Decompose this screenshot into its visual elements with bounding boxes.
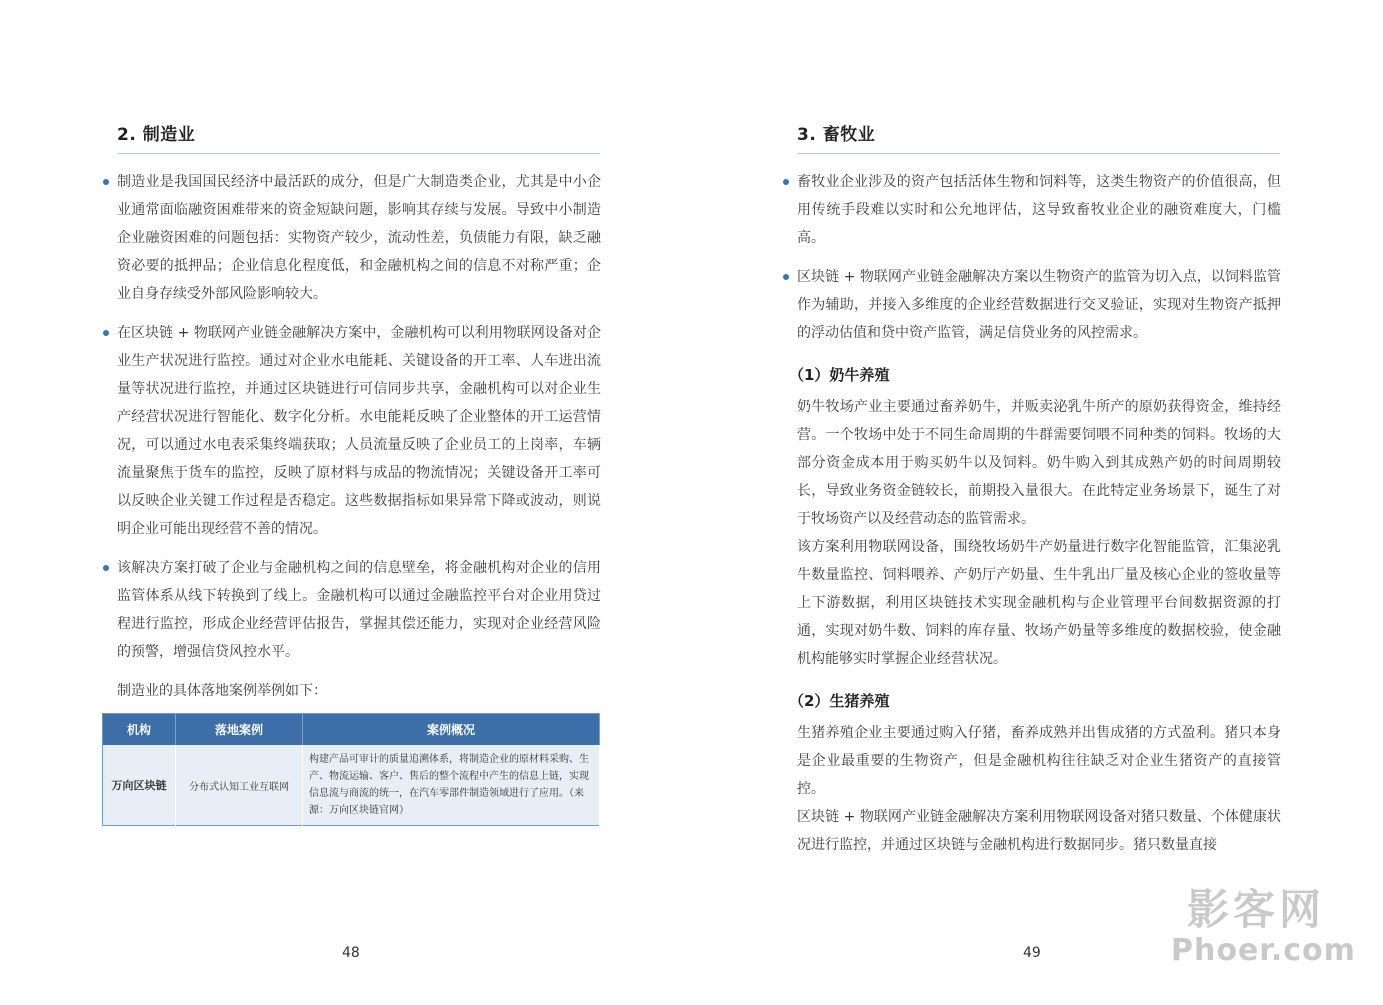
bullet-dot-icon bbox=[783, 274, 789, 280]
watermark-en-text: Phoer.com bbox=[1171, 933, 1356, 968]
bullet-paragraph bbox=[117, 168, 601, 308]
bullet-paragraph bbox=[117, 554, 601, 666]
watermark-logo bbox=[1171, 885, 1356, 968]
page-number: 49 bbox=[1023, 945, 1041, 961]
bullet-dot-icon bbox=[103, 565, 109, 571]
bullet-dot-icon bbox=[103, 330, 109, 336]
column-header-summary: 案例概况 bbox=[303, 714, 600, 746]
table-row bbox=[103, 745, 600, 826]
subheading-pig: （2）生猪养殖 bbox=[789, 692, 890, 710]
bullet-text: 畜牧业企业涉及的资产包括活体生物和饲料等，这类生物资产的价值很高，但用传统手段难以实时和公允地评估，这导致畜牧业企业的融资难度大，门槛高。 bbox=[797, 174, 1281, 246]
bullet-text: 该解决方案打破了企业与金融机构之间的信息壁垒，将金融机构对企业的信用监管体系从线下转换到了线上。金融机构可以通过金融监控平台对企业用贷过程进行监控，形成企业经营评估报告，掌握其偿还能力，实现对企业经营风险的预警，增强信贷风控水平。 bbox=[117, 560, 601, 660]
column-header-case: 落地案例 bbox=[176, 714, 303, 746]
bullet-text: 在区块链 + 物联网产业链金融解决方案中，金融机构可以利用物联网设备对企业生产状况进行监控。通过对企业水电能耗、关键设备的开工率、人车进出流量等状况进行监控，并通过区块链进行可信同步共享，金融机构可以对企业生产经营状况进行智能化、数字化分析。水电能耗反映了企业整体的开工运营情况，可以通过水电表采集终端获取；人员流量反映了企业员工的上岗率，车辆流量聚焦于货车的监控，反映了原材料与成品的物流情况；关键设备开工率可以反映企业关键工作过程是否稳定。这些数据指标如果异常下降或波动，则说明企业可能出现经营不善的情况。 bbox=[117, 325, 601, 537]
subheading-dairy: （1）奶牛养殖 bbox=[789, 366, 890, 384]
watermark-cn-text: 影客网 bbox=[1186, 885, 1325, 934]
column-header-org: 机构 bbox=[103, 714, 176, 746]
bullet-text: 区块链 + 物联网产业链金融解决方案以生物资产的监管为切入点，以饲料监管作为辅助，并接入多维度的企业经营数据进行交叉验证，实现对生物资产抵押的浮动估值和贷中资产监管，满足信贷业务的风控需求。 bbox=[797, 269, 1281, 341]
section-title-livestock: 3. 畜牧业 bbox=[797, 125, 876, 145]
cell-summary: 构建产品可审计的质量追溯体系，将制造企业的原材料采购、生产、物流运输、客户、售后的整个流程中产生的信息上链，实现信息流与商流的统一，在汽车零部件制造领域进行了应用。（来源：万向区块链官网） bbox=[303, 745, 600, 826]
case-table bbox=[102, 713, 600, 826]
cell-org: 万向区块链 bbox=[103, 745, 176, 826]
table-header-row bbox=[103, 714, 600, 746]
title-divider bbox=[797, 153, 1280, 154]
bullet-paragraph bbox=[797, 263, 1281, 347]
dairy-paragraph: 该方案利用物联网设备，围绕牧场奶牛产奶量进行数字化智能监管，汇集泌乳牛数量监控、饲料喂养、产奶厅产奶量、生牛乳出厂量及核心企业的签收量等上下游数据，利用区块链技术实现金融机构与企业管理平台间数据资源的打通，实现对奶牛数、饲料的库存量、牧场产奶量等多维度的数据校验，使金融机构能够实时掌握企业经营状况。 bbox=[797, 539, 1281, 667]
bullet-text: 制造业是我国国民经济中最活跃的成分，但是广大制造类企业，尤其是中小企业通常面临融资困难带来的资金短缺问题，影响其存续与发展。导致中小制造企业融资困难的问题包括：实物资产较少，流动性差，负债能力有限，缺乏融资必要的抵押品；企业信息化程度低，和金融机构之间的信息不对称严重；企业自身存续受外部风险影响较大。 bbox=[117, 174, 601, 302]
right-content bbox=[789, 168, 1281, 859]
left-content bbox=[111, 168, 601, 826]
bullet-dot-icon bbox=[783, 179, 789, 185]
section-title-manufacturing: 2. 制造业 bbox=[117, 125, 196, 145]
title-divider bbox=[117, 153, 600, 154]
page-number: 48 bbox=[342, 945, 360, 961]
pig-paragraph: 生猪养殖企业主要通过购入仔猪，畜养成熟并出售成猪的方式盈利。猪只本身是企业最重要的生物资产，但是金融机构往往缺乏对企业生猪资产的直接管控。 bbox=[797, 725, 1281, 797]
bullet-dot-icon bbox=[103, 179, 109, 185]
cell-case: 分布式认知工业互联网 bbox=[176, 745, 303, 826]
bullet-paragraph bbox=[117, 319, 601, 543]
right-page bbox=[692, 0, 1383, 1005]
case-intro: 制造业的具体落地案例举例如下： bbox=[117, 683, 327, 699]
pig-paragraph: 区块链 + 物联网产业链金融解决方案利用物联网设备对猪只数量、个体健康状况进行监控，并通过区块链与金融机构进行数据同步。猪只数量直接 bbox=[797, 809, 1281, 853]
bullet-paragraph bbox=[797, 168, 1281, 252]
dairy-paragraph: 奶牛牧场产业主要通过畜养奶牛，并贩卖泌乳牛所产的原奶获得资金，维持经营。一个牧场中处于不同生命周期的牛群需要饲喂不同种类的饲料。牧场的大部分资金成本用于购买奶牛以及饲料。奶牛购入到其成熟产奶的时间周期较长，导致业务资金链较长，前期投入量很大。在此特定业务场景下，诞生了对于牧场资产以及经营动态的监管需求。 bbox=[797, 399, 1281, 527]
